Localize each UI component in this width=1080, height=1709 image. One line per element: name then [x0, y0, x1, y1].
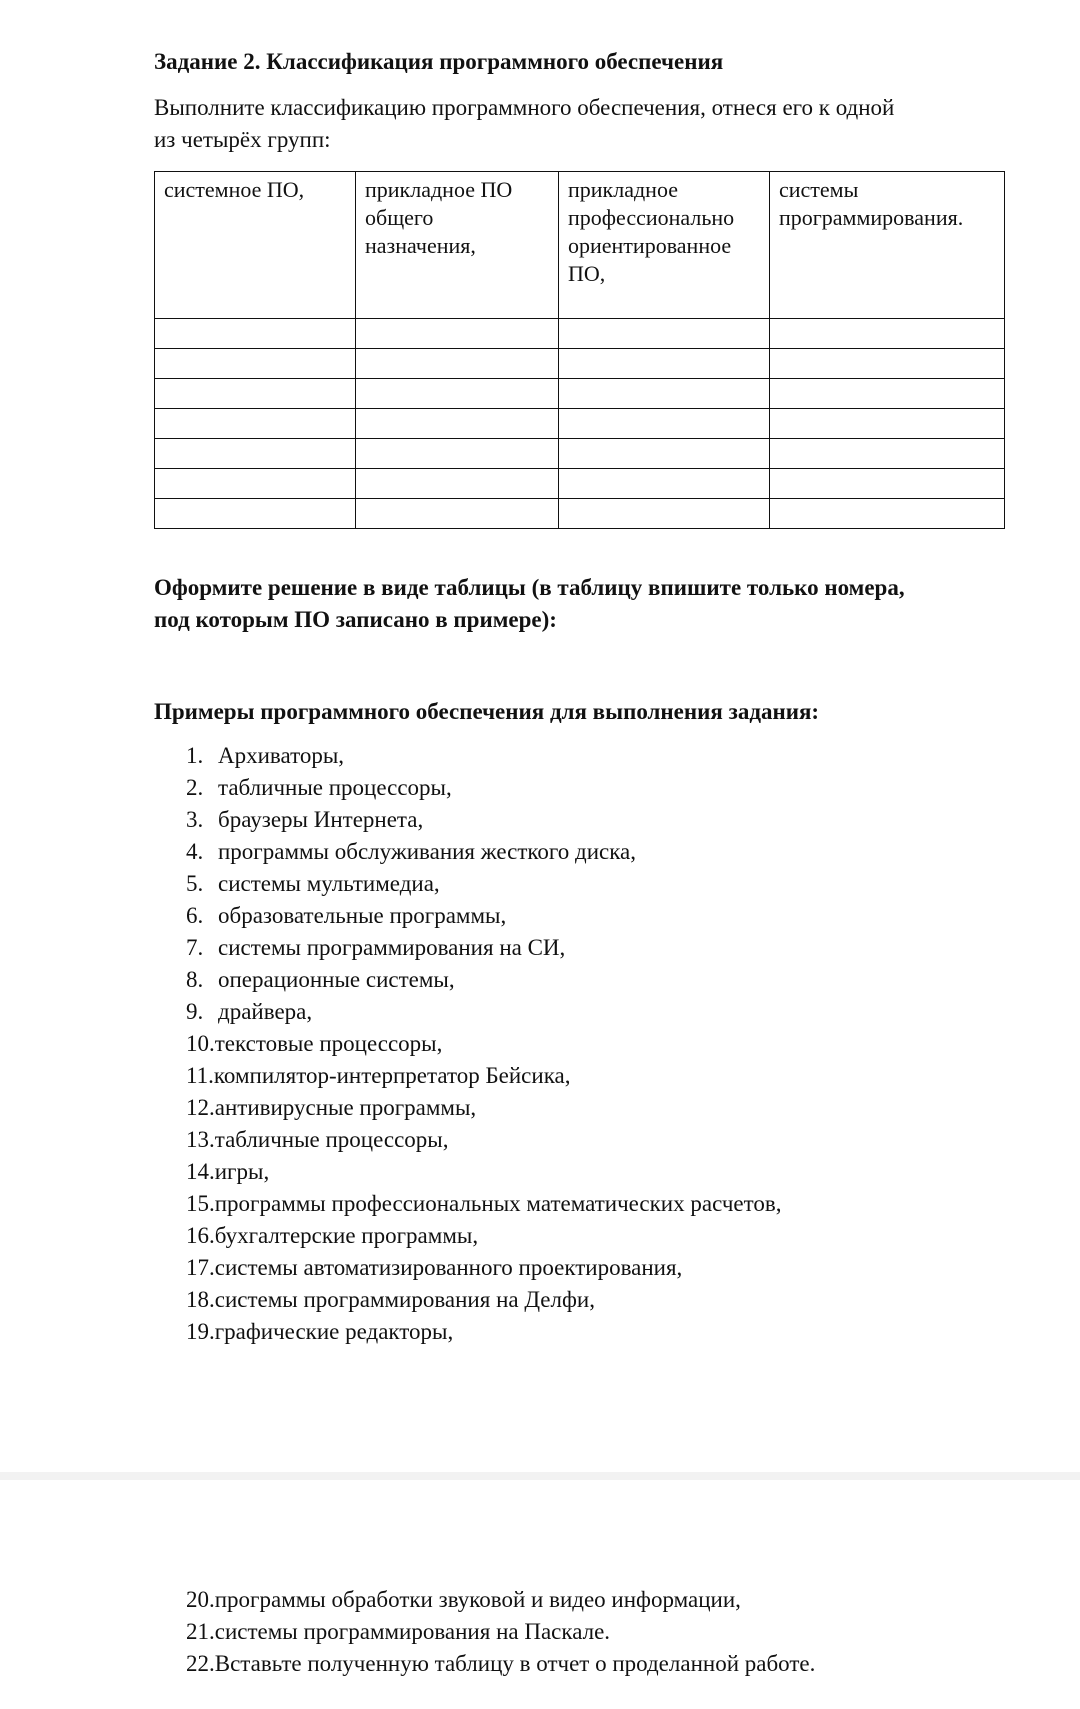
table-cell[interactable]	[155, 349, 356, 379]
table-row	[155, 499, 1005, 529]
list-item	[186, 996, 781, 1028]
table-cell[interactable]	[356, 319, 559, 349]
item-number: 10.	[186, 1031, 215, 1056]
item-text: игры,	[214, 1159, 270, 1184]
examples-list-continued	[186, 1584, 815, 1680]
item-text: системы программирования на Делфи,	[214, 1287, 595, 1312]
item-number: 8.	[186, 967, 204, 992]
item-text: текстовые процессоры,	[214, 1031, 443, 1056]
header-general-application-software: прикладное ПО общего назначения,	[356, 172, 559, 319]
table-cell[interactable]	[559, 439, 770, 469]
table-cell[interactable]	[770, 439, 1005, 469]
list-item	[186, 1252, 781, 1284]
item-number: 17.	[186, 1255, 215, 1280]
table-cell[interactable]	[356, 379, 559, 409]
list-item	[186, 740, 781, 772]
list-item	[186, 1124, 781, 1156]
table-cell[interactable]	[356, 409, 559, 439]
item-number: 13.	[186, 1127, 215, 1152]
list-item	[186, 1316, 781, 1348]
list-item	[186, 868, 781, 900]
item-text: Архиваторы,	[218, 743, 345, 768]
list-item	[186, 900, 781, 932]
item-number: 19.	[186, 1319, 215, 1344]
item-text: браузеры Интернета,	[218, 807, 424, 832]
table-cell[interactable]	[770, 349, 1005, 379]
item-text: операционные системы,	[218, 967, 455, 992]
table-header-row	[155, 172, 1005, 319]
list-item	[186, 1028, 781, 1060]
item-number: 16.	[186, 1223, 215, 1248]
item-text: системы программирования на Паскале.	[214, 1619, 611, 1644]
item-text: Вставьте полученную таблицу в отчет о проделанной работе.	[214, 1651, 816, 1676]
table-row	[155, 379, 1005, 409]
header-system-software: системное ПО,	[155, 172, 356, 319]
header-programming-systems: системы программирования.	[770, 172, 1005, 319]
table-cell[interactable]	[155, 469, 356, 499]
list-item	[186, 1156, 781, 1188]
item-number: 7.	[186, 935, 204, 960]
table-cell[interactable]	[155, 409, 356, 439]
list-item	[186, 964, 781, 996]
header-professional-application-software: прикладное профессионально ориентированное ПО,	[559, 172, 770, 319]
item-text: графические редакторы,	[214, 1319, 454, 1344]
table-row	[155, 469, 1005, 499]
table-cell[interactable]	[770, 469, 1005, 499]
table-cell[interactable]	[770, 319, 1005, 349]
item-text: компилятор-интерпретатор Бейсика,	[213, 1063, 571, 1088]
item-text: программы обработки звуковой и видео информации,	[214, 1587, 741, 1612]
solution-instruction	[154, 572, 1014, 636]
item-number: 20.	[186, 1587, 215, 1612]
document-page-2	[0, 1480, 1080, 1709]
task-intro	[154, 92, 1004, 156]
table-cell[interactable]	[770, 409, 1005, 439]
item-number: 12.	[186, 1095, 215, 1120]
list-item	[186, 1648, 815, 1680]
table-cell[interactable]	[770, 379, 1005, 409]
table-cell[interactable]	[559, 349, 770, 379]
item-number: 5.	[186, 871, 204, 896]
item-number: 2.	[186, 775, 204, 800]
classification-table	[154, 171, 1005, 529]
list-item	[186, 1188, 781, 1220]
item-number: 18.	[186, 1287, 215, 1312]
examples-list	[186, 740, 781, 1348]
item-number: 21.	[186, 1619, 215, 1644]
table-cell[interactable]	[356, 469, 559, 499]
item-text: табличные процессоры,	[214, 1127, 449, 1152]
table-row	[155, 319, 1005, 349]
list-item	[186, 1220, 781, 1252]
table-cell[interactable]	[155, 439, 356, 469]
item-number: 9.	[186, 999, 204, 1024]
item-text: системы мультимедиа,	[218, 871, 440, 896]
table-cell[interactable]	[155, 379, 356, 409]
list-item	[186, 932, 781, 964]
item-number: 1.	[186, 743, 204, 768]
instruction-line: под которым ПО записано в примере):	[154, 607, 557, 632]
item-number: 14.	[186, 1159, 215, 1184]
table-row	[155, 439, 1005, 469]
item-text: программы обслуживания жесткого диска,	[218, 839, 637, 864]
item-text: драйвера,	[218, 999, 313, 1024]
item-text: табличные процессоры,	[218, 775, 452, 800]
table-cell[interactable]	[559, 499, 770, 529]
item-number: 6.	[186, 903, 204, 928]
list-item	[186, 804, 781, 836]
page-break-separator	[0, 1472, 1080, 1480]
table-cell[interactable]	[559, 469, 770, 499]
table-cell[interactable]	[770, 499, 1005, 529]
item-number: 4.	[186, 839, 204, 864]
item-text: системы программирования на СИ,	[218, 935, 566, 960]
table-row	[155, 349, 1005, 379]
table-cell[interactable]	[155, 499, 356, 529]
item-text: системы автоматизированного проектирования,	[214, 1255, 683, 1280]
instruction-line: Оформите решение в виде таблицы (в таблицу впишите только номера,	[154, 575, 905, 600]
item-number: 22.	[186, 1651, 215, 1676]
table-cell[interactable]	[356, 499, 559, 529]
item-number: 3.	[186, 807, 204, 832]
table-cell[interactable]	[356, 439, 559, 469]
intro-line: Выполните классификацию программного обеспечения, отнеся его к одной	[154, 95, 895, 120]
item-text: антивирусные программы,	[214, 1095, 477, 1120]
table-row	[155, 409, 1005, 439]
intro-line: из четырёх групп:	[154, 127, 331, 152]
list-item	[186, 1616, 815, 1648]
task-title: Задание 2. Классификация программного обеспечения	[154, 49, 724, 74]
list-item	[186, 772, 781, 804]
list-item	[186, 1584, 815, 1616]
item-text: программы профессиональных математических расчетов,	[214, 1191, 782, 1216]
table-cell[interactable]	[559, 409, 770, 439]
item-text: образовательные программы,	[218, 903, 507, 928]
list-item	[186, 1284, 781, 1316]
item-text: бухгалтерские программы,	[214, 1223, 479, 1248]
list-item	[186, 1060, 781, 1092]
list-item	[186, 836, 781, 868]
item-number: 15.	[186, 1191, 215, 1216]
table-cell[interactable]	[155, 319, 356, 349]
table-cell[interactable]	[559, 319, 770, 349]
examples-heading: Примеры программного обеспечения для выполнения задания:	[154, 699, 820, 724]
item-number: 11.	[186, 1063, 214, 1088]
list-item	[186, 1092, 781, 1124]
table-cell[interactable]	[559, 379, 770, 409]
table-cell[interactable]	[356, 349, 559, 379]
